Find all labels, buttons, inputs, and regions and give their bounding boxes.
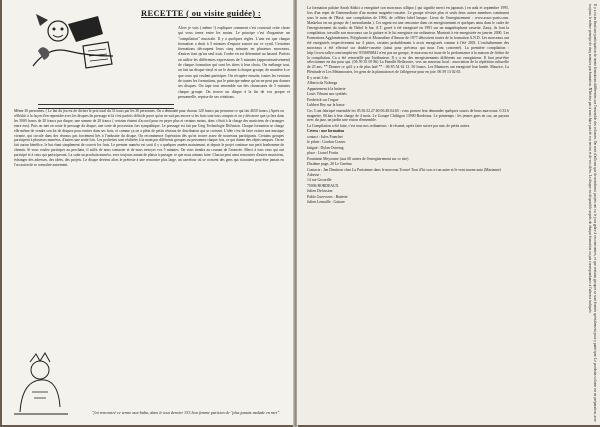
page-title: RECETTE ( ou visite guidée) : [141,8,261,18]
contact-line: Cetera : une formation [307,129,345,134]
contact-line: Dixième page, 20 Le Cinéma [307,162,352,167]
footer-quote: "j'ai rencontré ce terme aux-baba, dans le tout dernier 333 bon femme parisien de "plus jamais malade en mer". [91,410,281,415]
contact-line: Alberto da Nobrega [307,81,338,86]
left-page [2,0,295,425]
contact-line: Julien Lemaille : Guitare [307,200,345,205]
intro-text: Alors je vais ( même !) expliquer comment c'est construit cette chose qui vous tenez entre les mains. Le principe c'est d'organiser un "compilation" musicale. Il y a quelques règles. L'une est que chaque formation a droit à 5 minutes d'espace sonore sur ce vynil. Certaines formations découpent leurs cinq minutes en plusieurs morceaux, d'autres font qu'un seul trait, l'ordre en est déterminé au hasard. Parfois on utilise les différentes expressions de 5 minutes (approximativement) de chaque formation qui sont les titres à leur choix. On mélange tout, on fait un disque vinyl et on le donne à chaque groupe, de manière à ce que ceux qui veulent participer. On récupère ensuite, toutes les versions de toutes les formations, par le principe même qu'on ne peut pas donner ses disques. On tape tout ensemble sur des chaussures de 5 minutes chaque groupe. On trouve un disque à la fin de vos propre et personnelle, reprise de ses créations. [178,26,290,99]
illustration-cartoon-icon [28,6,118,78]
contact-line: fatigué : Dylan Ostertag [307,145,344,150]
rotated-column: Il y a eu au final une participation de trente formations différentes sur l'ensemble des volumes. On note d'ailleurs que de nombreux projets ont vu le jour grâce à ces rencontres, et que certains groupes se sont formés spécialement pour y participer. Le prochain volume est en préparation, avec toujours le même principe de cinq minutes par formation. N'hésitez pas à nous faire part de vos envies et de vos idées. Le disque est disponible auprès de chaque formation ou par correspondance à l'adresse indiquée. [588,4,597,422]
contact-line: Louis Vibrant aux synthés [307,92,347,97]
contact-line: Ces 5 ont fabriqué ensemble les 05.56.52.27.60 06.48.04.60 : vous pouvez leur demander quelques soucis de bons morceaux. 0.33.6 magnette, 06.bas à leur charge de 4 mois. Le Groupe Chiftigon 13900 Bordeaux. Le printemps : les jeunes gens en cas, un paysan avec du jazz, un jardin une vision d'ensemble. [307,108,509,123]
right-main-text [307,6,509,206]
contact-line: Lubbert Bey sur la basse [307,103,345,108]
contact-line: Contacts : Jen Dimitron chez La Parisienne dans le morceau Trouvé Tout d'Ici son cri un autre et le vent tourne auto (Marianne) [307,167,501,172]
contact-line: Pablo Guervoses : Batterie [307,194,348,199]
contact-line: La Compilation a été faite, c'est tous nos ordinateurs : le résumé, après faire suivre par une, de petits autres. [307,123,471,128]
contact-line: place : Lionel Fortin [307,151,339,156]
contact-line: Julien Defossion [307,189,333,194]
contact-line: Appartement à la batterie [307,86,346,91]
rotated-column-wrap [513,4,597,422]
contact-line: 75006 BORDEAUX [307,183,339,188]
body-text: Même 30 personnes. ( Le but du jeu est de diviser le prix total du 33 tours par les 30 personnes. On a demandé pour chacun 120 francs par personne ce qui fait 4650 francs.) Après on réfléchit à la façon d'en reprendre avec les disques du pressage et là c'est parfois difficile parce qu'on ne sait pas encore si les frais sont tous compris et on y découvre que ça fera dans les 5000 francs de 20 francs par disque, une somme de 20 francs ( certains étaient d'accord pour en payer plus et certains moins, donc c'était à la charge des musiciens de s'arranger entre eux). Puis on met en route le pressage du disque, une sorte de procession fort sympathique. Le pressage est fait par Gerg Technologie Diffusion. Chaque formation se charge elle-même de vendre son lot de disques pour rentrer dans ses frais, et comme ça on a plein de petits réseaux de distribution qui se croisent. L'idée c'est de faire exister une musique vivante, qui circule dans des réseaux pas forcément liés à l'industrie du disque. On recommence l'opération dès qu'on trouve assez de nouveaux participants. Certains groupes participent à plusieurs numéros, d'autres une seule fois. Les pochettes sont réalisées à la main par différents groupes ou personnes chaque fois, ce qui donne des objets uniques. On ne fait aucun bénéfice, le but étant simplement de couvrir les frais. Le premier numéro est sorti il y a quelques années maintenant, et depuis le projet continue son petit bonhomme de chemin. Si vous voulez participer au prochain, il suffit de nous contacter et de nous envoyer vos 5 minutes. On vous tiendra au courant de l'avancée. Merci à tous ceux qui ont participé et à ceux qui participeront. La suite au prochain numéro, avec toujours autant de plaisir à partager ce que nous aimons faire. Chacun peut ainsi rencontrer d'autres musiciens, échanger des adresses, des idées, des projets. Le disque devient alors le prétexte à une rencontre plus large, un carrefour où se croisent des gens qui n'auraient peut-être jamais eu l'occasion de se connaître autrement. [14,109,284,167]
illustration-sketch-icon [10,352,72,418]
contact-line: Il y avait 3 de : [307,75,330,80]
contact-line: contact : Jules Franchet [307,134,343,139]
contact-line: 14 rue Groseille [307,178,332,183]
right-paragraph: La formation palaise Sarah Addict a enregistré son morceaux sillipro ( qui signifie merci en japonais ) en août et septembre 1995, lors d'un repet de l'intermediaire d'un moteur magnéto-cassette. Le groupe n'existe plus et seuls deux autres membres continuent sous le nom de l'Hasé, une compilation de 1996, de célèbre label basque. Lieux de l'enregistrement : www.assoc-paris.com. Maskebar est un groupe de ( mesonlamba ). Cet argent est une rencontre dans cet enregistrement et quelques amis dans le cadre de l'enregistrement du studio de l'hôtel le bar. A.T. gravé à été enregistré en 1991 sur un magnétophone cassette. Zasty, ils font la compilation, travaille son morceaux sur la guitare et le lui enregistre sur ordinateur. Montrait à ete enregistrée en janvier 2000. Les Formations Agglomérantes, Polyphonie et Mousseline d'Amour de 1977 détoscient toutes de la formation A.N.D. Les morceaux ont été enregistrés respectivement sur 4 pistes, certains probablement à avoir enregistrés comme à l'été 2001. L'enchaînement des morceaux a été effectué sur double-cassette (ainsi pour précieux qui nous l'ont concerné). La première compilation : http://www.rallye.com/amphi-tes/ 0556856841 n'est pas un groupe, le morceau est issue de la performance à la maison de fichier de la compilation. Ca a été retravaillé par l'ordinateur. Il y a eu des enregistrements différents sur enregistreur. Il faut peut-être sélectionner en dur pour qui. (06 59 35 05 86) La Famille Bellavoire, vers un nouveau local : association de la répétition culturelle de 25 ans. ** Donner ce qu'il y a de plus laid ** : 06 85 54 62 13. 50 francs. Les Mantores ont enregistré leur bande. Maurice, La Plénitude et Les Métamorates, les gens de la plantation et de l'allégresse pour en joie. 06 59 13 02 65. [307,6,509,75]
contact-line: Frederick sur l'orgue [307,97,339,102]
contact-line: le pilote : Gordon Gosser [307,140,346,145]
contact-line: Adresse : [307,173,322,177]
contact-line: Fountaine Meyronne (aux 60 autres de l'enregistrement sur ce site) [307,156,409,161]
right-page [297,0,600,425]
